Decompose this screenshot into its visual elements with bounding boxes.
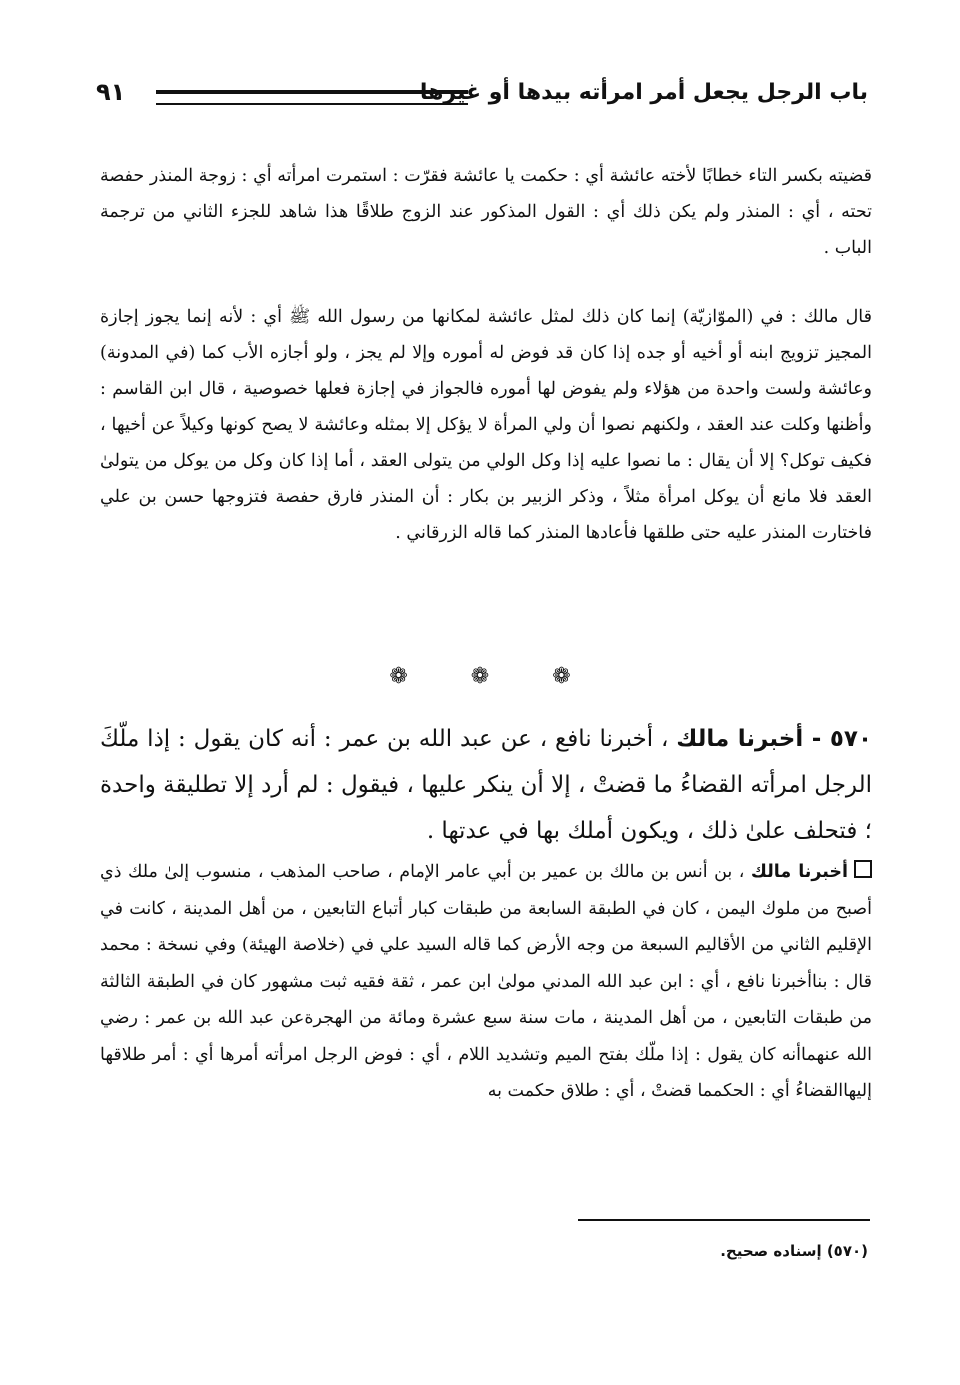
running-header <box>96 78 868 118</box>
commentary-text: قضيته بكسر التاء خطابًا لأخته عائشة أي : حكمت يا عائشة فقرّت : استمرت امرأته أي : زوجة المنذر حفصة تحته ، أي : المنذر ولم يكن ذلك أي : القول المذكور عند الزوج طلاقًا هذا شاهد للجزء الثاني من ترجمة الباب . <box>100 166 872 258</box>
commentary-text: قال مالك : في (الموّازيّة) إنما كان ذلك لمثل عائشة لمكانها من رسول الله ﷺ أي : لأنه إنما يجوز إجازة المجيز تزويج ابنه أو أخيه أو جده إذا كان قد فوض له أموره وإلا لم يجز ، ولو أجازه الأب كما (في المدونة) وعائشة ولست واحدة من هؤلاء ولم يفوض لها أموره فالجواز في إجازة فعلها خصوصية ، قال ابن القاسم : وأظنها وكلت عند العقد ، ولكنهم نصوا أن ولي المرأة لا يؤكل إلا بمثله وعائشة لا يصح كونها وكيلاً عن أخيها ، فكيف توكل؟ إلا أن يقال : ما نصوا عليه إذا وكل الولي من يتولى العقد ، أما إذا كان وكل من يوكل من يتولىٰ العقد فلا مانع أن يوكل امرأة مثلاً ، وذكر الزبير بن بكار : أن المنذر فارق حفصة فتزوجها حسن بن علي فاختارت المنذر عليه حتى طلقها فأعادها المنذر كما قاله الزرقاني . <box>100 307 872 543</box>
hadith-number: ٥٧٠ - أخبرنا مالك <box>676 726 872 752</box>
commentary-paragraph-1 <box>100 158 872 266</box>
commentary-paragraph-2 <box>100 299 872 551</box>
footnote-divider <box>578 1219 870 1221</box>
chapter-title: باب الرجل يجعل أمر امرأته بيدها أو غيرها <box>419 80 868 105</box>
star-ornament-icon: ❁ <box>389 664 408 689</box>
footnote: (٥٧٠) إسناده صحيح. <box>720 1242 868 1260</box>
hadith-text <box>100 716 872 854</box>
commentary-lead: أخبرنا مالك <box>750 862 848 882</box>
section-separator <box>0 664 960 689</box>
header-divider <box>156 90 468 105</box>
hadith-body: ، أخبرنا نافع ، عن عبد الله بن عمر : أنه كان يقول : إذا ملّكَ الرجل امرأته القضاءُ ما قضتْ ، إلا أن ينكر عليها ، فيقول : لم أرد إلا تطليقة واحدة ؛ فتحلف علىٰ ذلك ، ويكون أملك بها في عدتها . <box>100 726 872 844</box>
page-number: ٩١ <box>96 78 126 106</box>
square-bullet-icon <box>854 860 872 878</box>
star-ornament-icon: ❁ <box>552 664 571 689</box>
star-ornament-icon: ❁ <box>470 664 490 689</box>
commentary-body: ، بن أنس بن مالك بن عمير بن أبي عامر الإمام ، صاحب المذهب ، منسوب إلىٰ ملك ذي أصبح من ملوك اليمن ، كان في الطبقة السابعة من طبقات كبار أتباع التابعين ، من أهل المدينة ، كانت في الإقليم الثاني من الأقاليم السبعة من وجه الأرض كما قاله السيد علي في (خلاصة الهيئة) وفي نسخة : محمد قال : بناأخبرنا نافع ، أي : ابن عبد الله المدني مولىٰ ابن عمر ، ثقة فقيه ثبت مشهور كان في الطبقة الثالثة من طبقات التابعين ، من أهل المدينة ، مات سنة سبع عشرة ومائة من الهجرةعن عبد الله بن عمر : رضي الله عنهماأنه كان يقول : إذا ملّك بفتح الميم وتشديد اللام ، أي : فوض الرجل امرأته أمرها أي : أمر طلاقها إليهاالقضاءُ أي : الحكمما قضتْ ، أي : طلاق حكمت به <box>100 862 872 1101</box>
hadith-commentary <box>100 854 872 1110</box>
